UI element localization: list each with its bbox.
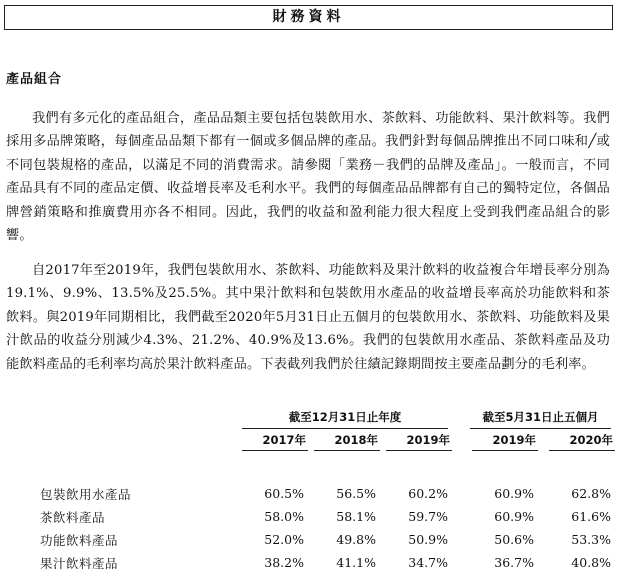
table-cell: 41.1% (336, 555, 376, 570)
table-row (40, 528, 615, 551)
table-row (40, 551, 615, 574)
row-label: 功能飲料產品 (40, 532, 119, 548)
table-cell: 60.9% (494, 509, 534, 524)
column-header: 2019年 (466, 430, 538, 452)
table-cell: 49.8% (336, 532, 376, 547)
table-cell: 36.7% (494, 555, 534, 570)
group-header-five-months: 截至5月31日止五個月 (466, 408, 615, 430)
table-cell: 61.6% (571, 509, 611, 524)
table-row (40, 482, 615, 505)
column-header: 2020年 (538, 430, 615, 452)
table-cell: 40.8% (571, 555, 611, 570)
column-header: 2019年 (380, 430, 452, 452)
table-year-header-row (40, 430, 615, 452)
section-title: 財務資料 (4, 5, 613, 30)
table-cell: 59.7% (408, 509, 448, 524)
gross-margin-table (40, 408, 615, 574)
table-cell: 58.0% (264, 509, 304, 524)
table-cell: 50.6% (494, 532, 534, 547)
column-header: 2018年 (308, 430, 380, 452)
table-cell: 53.3% (571, 532, 611, 547)
table-cell: 38.2% (264, 555, 304, 570)
row-label: 茶飲料產品 (40, 509, 106, 525)
table-cell: 62.8% (571, 486, 611, 501)
group-header-annual: 截至12月31日止年度 (238, 408, 452, 430)
paragraph-product-portfolio: 我們有多元化的產品組合，產品品類主要包括包裝飲用水、茶飲料、功能飲料、果汁飲料等。我們採用多品牌策略，每個產品品類下都有一個或多個品牌的產品。我們針對每個品牌推出不同口味和╱或不同包裝規格的產品，以滿足不同的消費需求。請參閱「業務－我們的品牌及產品」。一般而言，不同產品具有不同的產品定價、收益增長率及毛利水平。我們的每個產品品牌都有自己的獨特定位，各個品牌營銷策略和推廣費用亦各不相同。因此，我們的收益和盈利能力很大程度上受到我們產品組合的影響。 (6, 111, 610, 244)
row-label: 包裝飲用水產品 (40, 486, 132, 502)
table-cell: 34.7% (408, 555, 448, 570)
table-cell: 60.5% (264, 486, 304, 501)
table-cell: 52.0% (264, 532, 304, 547)
row-label: 果汁飲料產品 (40, 555, 119, 571)
table-row (40, 505, 615, 528)
table-cell: 56.5% (336, 486, 376, 501)
table-cell: 58.1% (336, 509, 376, 524)
table-cell: 60.2% (408, 486, 448, 501)
paragraph-revenue-growth: 自2017年至2019年，我們包裝飲用水、茶飲料、功能飲料及果汁飲料的收益複合年增長率分別為19.1%、9.9%、13.5%及25.5%。其中果汁飲料和包裝飲用水產品的收益增長率高於功能飲料和茶飲料。與2019年同期相比，我們截至2020年5月31日止五個月的包裝飲用水、茶飲料、功能飲料及果汁飲品的收益分別減少4.3%、21.2%、40.9%及13.6%。我們的包裝飲用水產品、茶飲料產品及功能飲料產品的毛利率均高於果汁飲料產品。下表截列我們於往績記錄期間按主要產品劃分的毛利率。 (6, 263, 610, 372)
table-group-header-row (40, 408, 615, 430)
subsection-heading: 產品組合 (6, 72, 63, 87)
table-cell: 50.9% (408, 532, 448, 547)
column-header: 2017年 (238, 430, 308, 452)
table-cell: 60.9% (494, 486, 534, 501)
